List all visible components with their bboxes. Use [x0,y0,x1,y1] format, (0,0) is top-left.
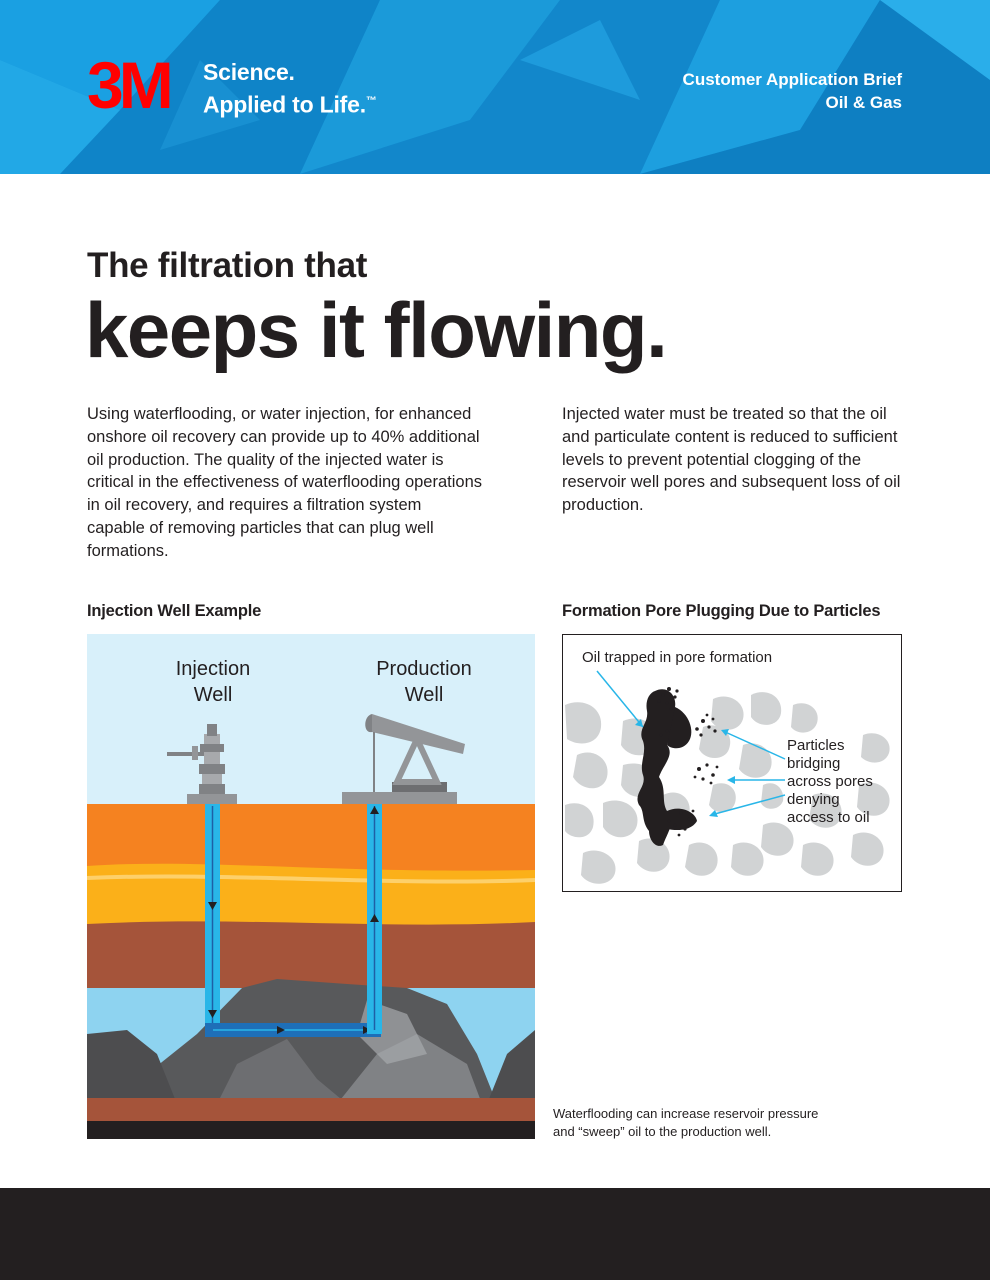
tagline [203,58,377,120]
tagline-line1: Science. [203,59,295,85]
caption-line2: and “sweep” oil to the production well. [553,1124,772,1139]
particles-line5: access to oil [787,809,870,826]
soil-red-layer [87,921,535,988]
brief-type [683,68,902,114]
production-label-line1: Production [376,658,472,680]
bottom-dark-layer [87,1121,535,1139]
pore-plugging-diagram [562,634,902,892]
tagline-line2-text: Applied to Life. [203,91,366,118]
injection-well-diagram [87,634,535,1139]
caption-line1: Waterflooding can increase reservoir pressure [553,1106,819,1121]
pore-diagram-title: Formation Pore Plugging Due to Particles [562,602,881,620]
brief-line1: Customer Application Brief [682,70,902,89]
brief-line2: Oil & Gas [825,93,902,112]
well-illustration [87,634,535,1139]
particles-line1: Particles [787,737,845,754]
bottom-red-layer [87,1098,535,1122]
left-paragraph: Using waterflooding, or water injection, for enhanced onshore oil recovery can provide up to 40% additional oil production. The quality of the injected water is critical in the effectiveness of waterflooding operations in oil recovery, and requires a filtration system capable of removing particles that can plug well formations. [87,405,483,560]
particles-line2: bridging [787,755,841,772]
production-label-line2: Well [404,684,444,706]
particles-line4: denying [787,791,840,808]
logo-text: 3M [87,56,169,114]
headline-line2: keeps it flowing. [85,286,667,374]
headline-line1: The filtration that [87,246,368,285]
production-well-label [357,656,491,708]
soil-yellow-layer [87,864,535,929]
injection-diagram-title: Injection Well Example [87,602,262,620]
right-paragraph: Injected water must be treated so that the oil and particulate content is reduced to sufficient levels to prevent potential clogging of the reservoir well pores and subsequent loss of oil production. [562,405,901,515]
oil-trapped-label: Oil trapped in pore formation [582,649,773,666]
soil-orange-layer [87,804,535,874]
injection-well-label [147,656,279,708]
injection-label-line1: Injection [175,658,251,680]
tagline-line2 [203,87,377,120]
injection-label-line2: Well [193,684,233,706]
particles-line3: across pores [787,773,873,790]
particles-label [787,737,897,827]
header-banner [0,0,990,174]
figure-caption [553,1105,818,1141]
3m-logo [87,56,189,114]
trademark-symbol: ™ [365,95,377,107]
footer-bar [0,1188,990,1280]
